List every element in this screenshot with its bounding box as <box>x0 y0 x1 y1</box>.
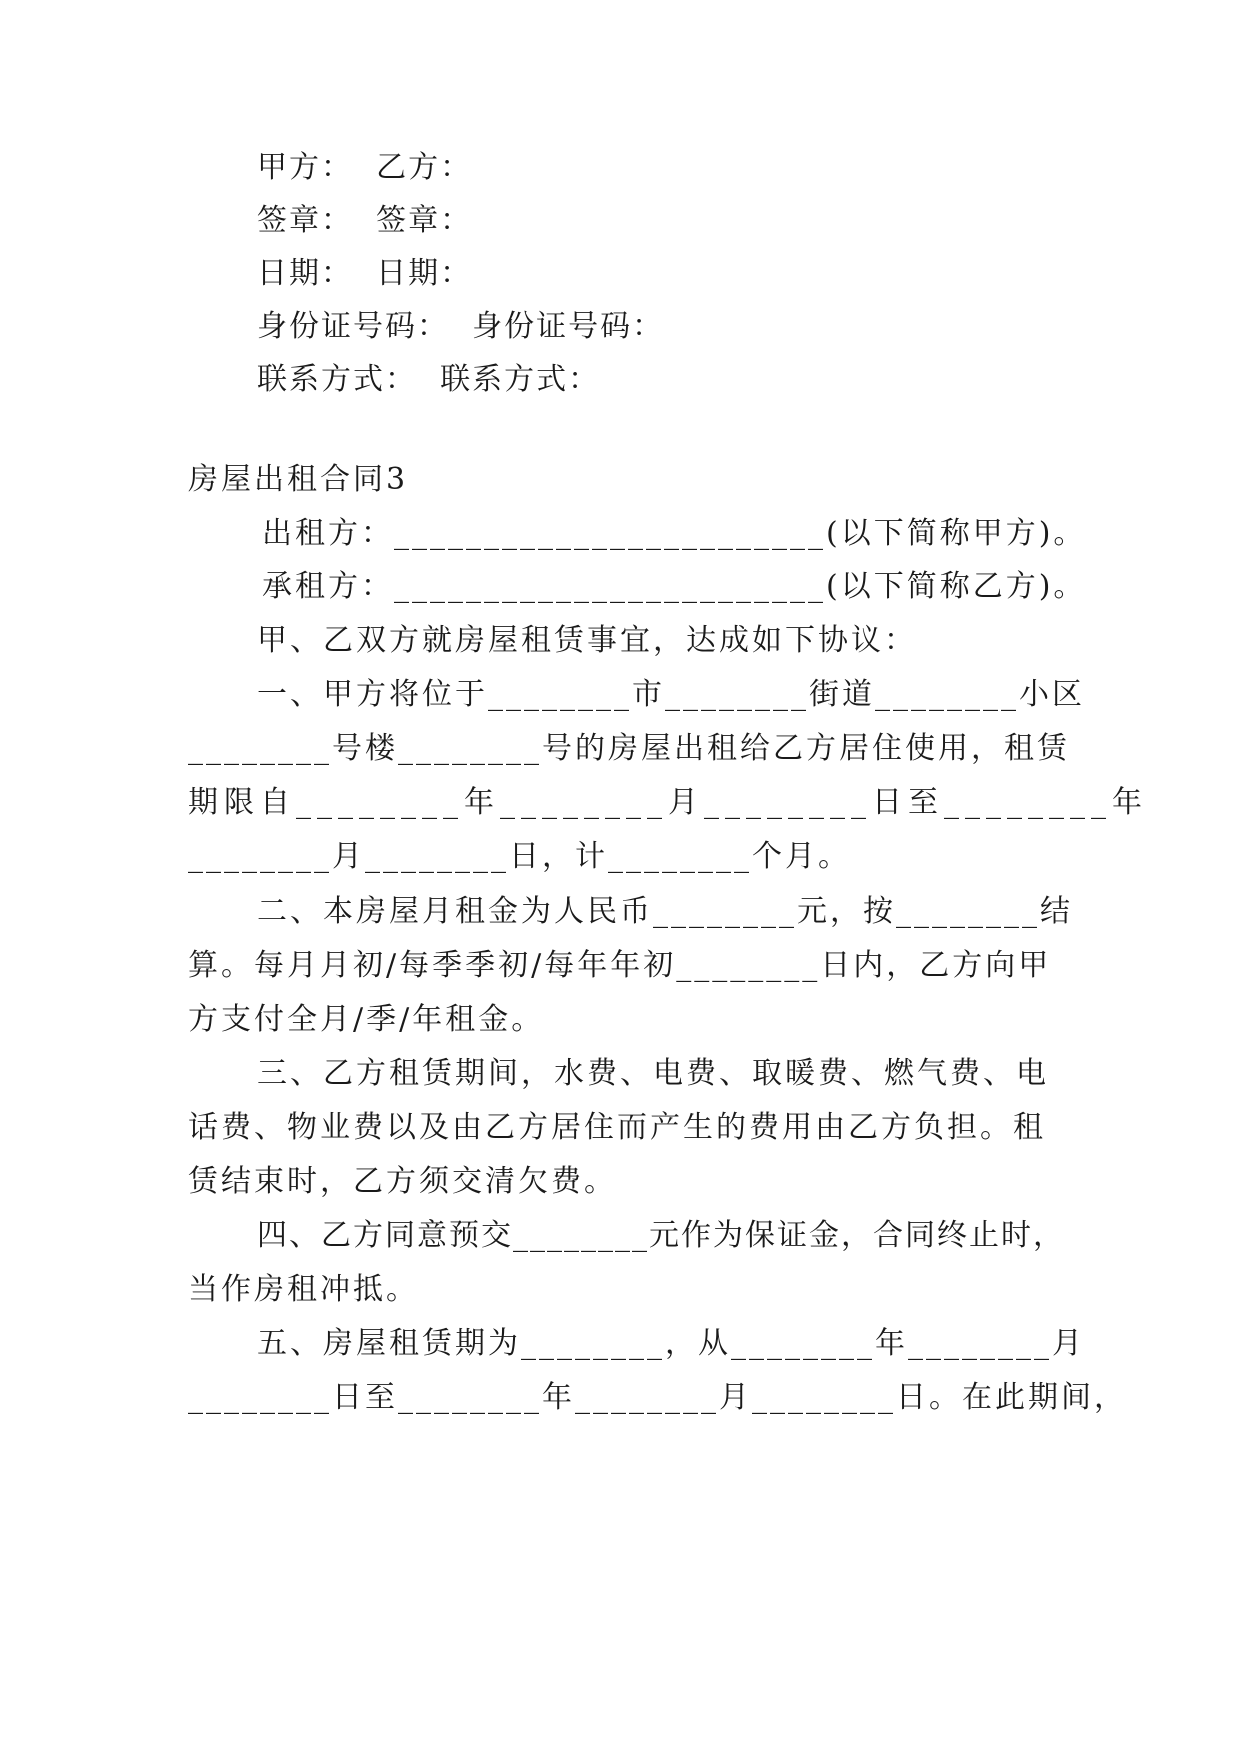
lessor-line: 出租方：________________________(以下简称甲方)。 <box>262 516 1087 551</box>
clause-1-line: 期限自________年________月________日至________年 <box>188 785 1148 820</box>
clause-1-line: ________号楼________号的房屋出租给乙方居住使用，租赁 <box>188 731 1070 766</box>
signature-seal-line: 签章： 签章： <box>257 203 473 238</box>
clause-1-line: ________月________日，计________个月。 <box>188 839 851 874</box>
signature-date-line: 日期： 日期： <box>257 256 473 291</box>
clause-3-line: 赁结束时，乙方须交清欠费。 <box>188 1164 617 1199</box>
clause-4-line: 四、乙方同意预交________元作为保证金，合同终止时， <box>257 1218 1065 1253</box>
clause-3-line: 三、乙方租赁期间，水费、电费、取暖费、燃气费、电 <box>257 1056 1049 1091</box>
clause-2-line: 方支付全月/季/年租金。 <box>188 1002 545 1037</box>
clause-5-line: 五、房屋租赁期为________，从________年________月 <box>257 1326 1085 1361</box>
clause-1-line: 一、甲方将位于________市________街道________小区 <box>257 677 1085 712</box>
intro-paragraph: 甲、乙双方就房屋租赁事宜，达成如下协议： <box>257 623 917 658</box>
signature-party-line: 甲方： 乙方： <box>257 150 473 185</box>
clause-4-line: 当作房租冲抵。 <box>188 1272 419 1307</box>
signature-id-line: 身份证号码： 身份证号码： <box>257 309 665 344</box>
clause-3-line: 话费、物业费以及由乙方居住而产生的费用由乙方负担。租 <box>188 1110 1046 1145</box>
clause-2-line: 二、本房屋月租金为人民币________元，按________结 <box>257 894 1073 929</box>
lessee-line: 承租方：________________________(以下简称乙方)。 <box>262 569 1087 604</box>
signature-contact-line: 联系方式： 联系方式： <box>257 362 601 397</box>
clause-5-line: ________日至________年________月________日。在此期间， <box>188 1380 1127 1415</box>
clause-2-line: 算。每月月初/每季季初/每年年初________日内，乙方向甲 <box>188 948 1052 983</box>
contract-title: 房屋出租合同3 <box>188 462 409 497</box>
